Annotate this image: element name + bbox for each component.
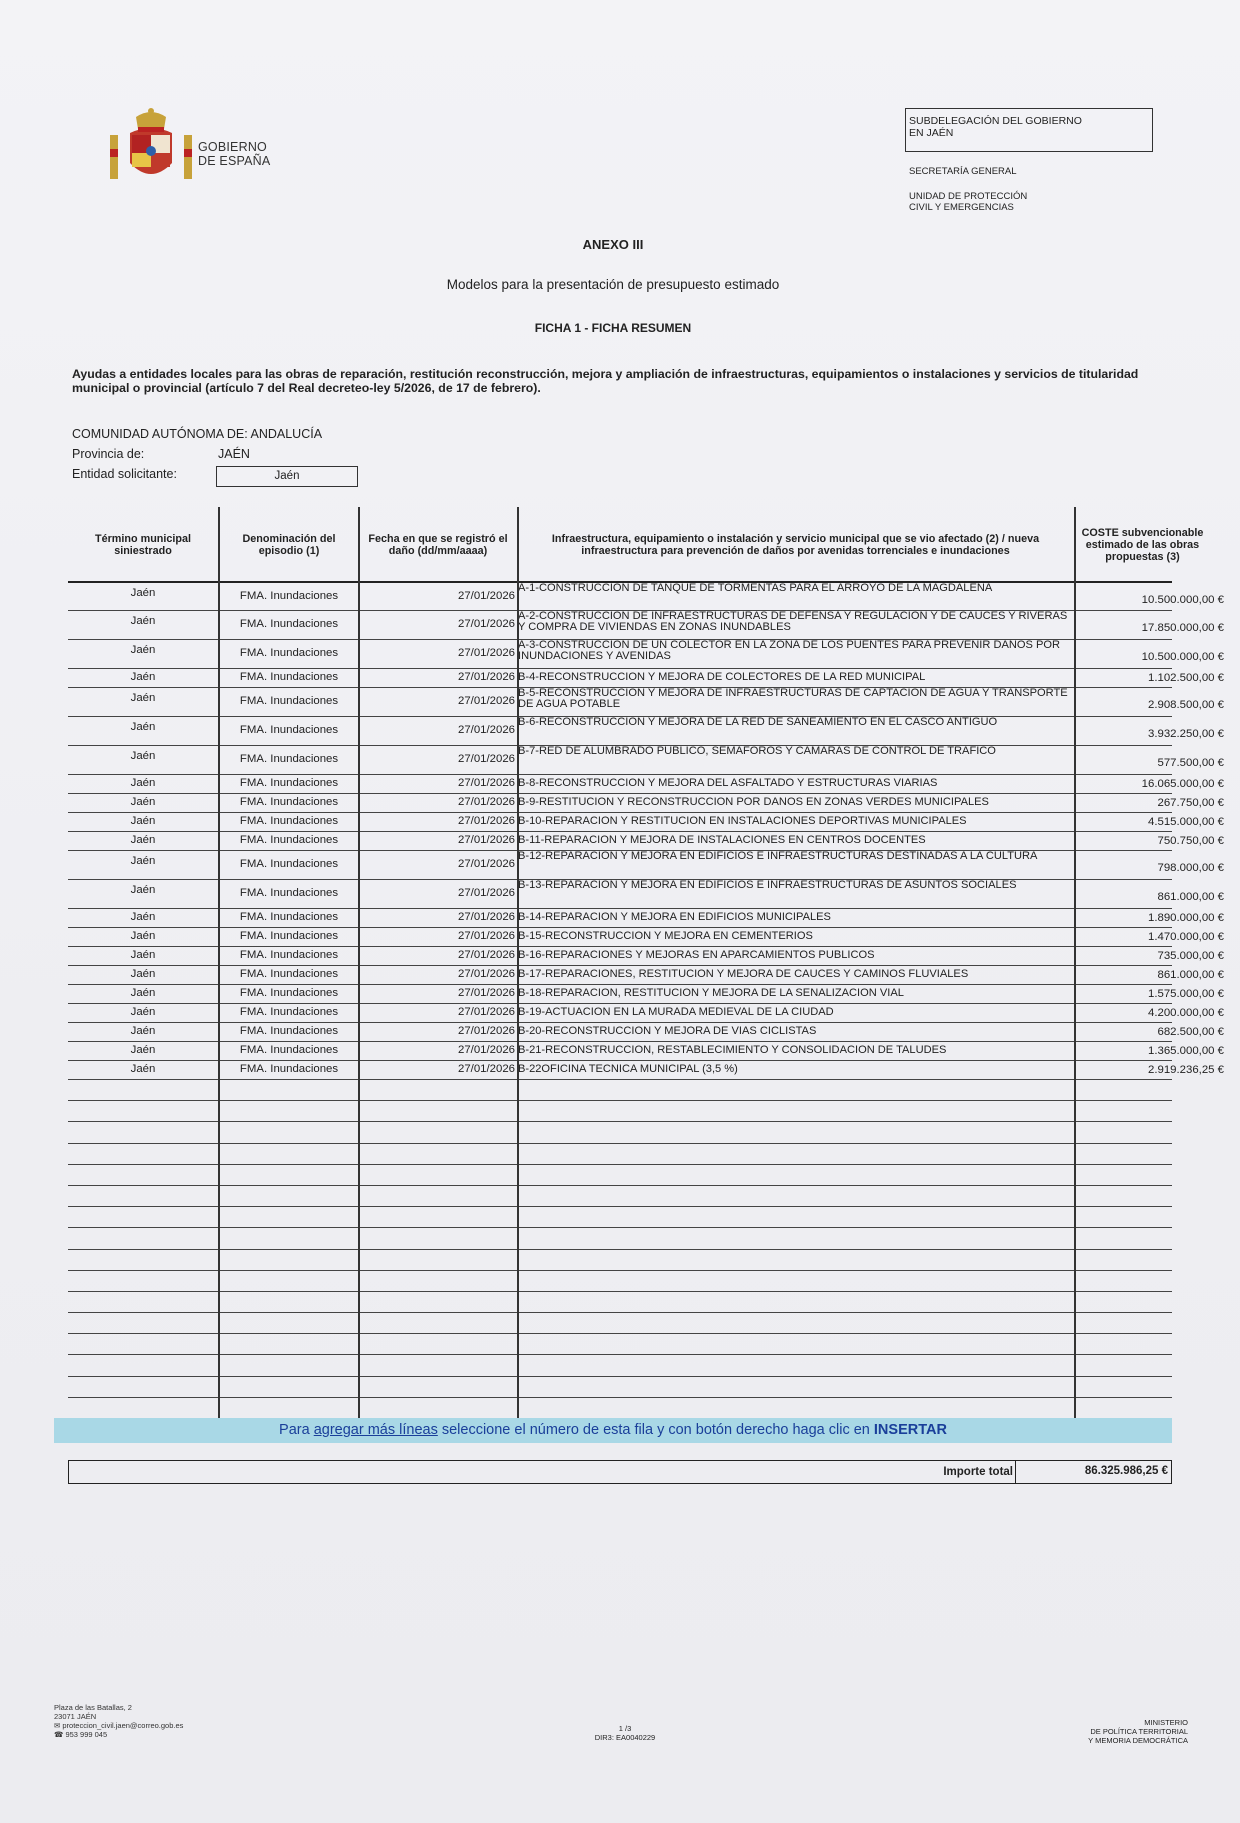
cell-coste: 1.470.000,00 € [1147,931,1224,943]
coat-of-arms-logo [108,105,194,191]
cell-denominacion: FMA. Inundaciones [239,834,339,846]
cell-infraestructura: B-12-REPARACIÓN Y MEJORA EN EDIFICIOS E INFRAESTRUCTURAS DESTINADAS A LA CULTURA [518,851,1038,862]
row-divider [68,1376,1172,1377]
row-divider [68,831,1172,832]
cell-coste: 2.919.236,25 € [1147,1064,1224,1076]
row-divider [68,1100,1172,1101]
cell-infraestructura: B-11-REPARACIÓN Y MEJORA DE INSTALACIONES EN CENTROS DOCENTES [518,835,926,846]
cell-termino: Jaén [130,834,156,846]
row-divider [68,1397,1172,1398]
cell-coste: 3.932.250,00 € [1147,728,1224,740]
header-infraestructura: Infraestructura, equipamiento o instalación y servicio municipal que se vio afectado (2) / nueva infraestructura para prevención de daños por avenidas torrenciales e inundaciones [551,532,1040,557]
gobierno-espana-label [198,140,270,168]
row-divider [68,1185,1172,1186]
cell-fecha: 27/01/2026 [457,834,515,846]
cell-infraestructura: B-5-RECONSTRUCCIÓN Y MEJORA DE INFRAESTRUCTURAS DE CAPTACIÓN DE AGUA Y TRANSPORTE DE AGUA POTABLE [518,688,1068,710]
subdelegacion-line-2: EN JAÉN [909,127,954,139]
cell-infraestructura: A-3-CONSTRUCCIÓN DE UN COLECTOR EN LA ZONA DE LOS PUENTES PARA PREVENIR DAÑOS POR INUNDACIONES Y AVENIDAS [518,640,1061,662]
cell-denominacion: FMA. Inundaciones [239,590,339,602]
cell-termino: Jaén [130,692,156,704]
cell-infraestructura: B-4-RECONSTRUCCIÓN Y MEJORA DE COLECTORES DE LA RED MUNICIPAL [518,672,926,683]
cell-denominacion: FMA. Inundaciones [239,949,339,961]
cell-coste: 10.500.000,00 € [1141,594,1224,606]
cell-termino: Jaén [130,671,156,683]
cell-denominacion: FMA. Inundaciones [239,647,339,659]
row-divider [68,908,1172,909]
header-fecha: Fecha en que se registró el daño (dd/mm/aaaa) [368,532,508,557]
cell-fecha: 27/01/2026 [457,796,515,808]
add-lines-text-1: Para [279,1422,314,1438]
dir3-code: DIR3: EA0040229 [594,1733,656,1742]
cell-termino: Jaén [130,587,156,599]
cell-fecha: 27/01/2026 [457,618,515,630]
cell-infraestructura: B-16-REPARACIONES Y MEJORAS EN APARCAMIENTOS PÚBLICOS [518,950,875,961]
cell-fecha: 27/01/2026 [457,695,515,707]
cell-termino: Jaén [130,750,156,762]
cell-coste: 861.000,00 € [1157,891,1224,903]
cell-denominacion: FMA. Inundaciones [239,695,339,707]
row-divider [68,1003,1172,1004]
cell-termino: Jaén [130,644,156,656]
cell-termino: Jaén [130,1006,156,1018]
cell-fecha: 27/01/2026 [457,777,515,789]
cell-coste: 1.102.500,00 € [1147,672,1224,684]
provincia-value: JAÉN [218,447,250,461]
cell-termino: Jaén [130,796,156,808]
email-icon: ✉ [54,1721,63,1730]
row-divider [68,1060,1172,1061]
row-divider [68,793,1172,794]
cell-infraestructura: B-21-RECONSTRUCCIÓN, RESTABLECIMIENTO Y CONSOLIDACIÓN DE TALUDES [518,1045,947,1056]
cell-termino: Jaén [130,615,156,627]
cell-fecha: 27/01/2026 [457,590,515,602]
column-divider [218,507,220,1418]
address-phone [54,1730,183,1739]
cell-coste: 2.908.500,00 € [1147,699,1224,711]
cell-denominacion: FMA. Inundaciones [239,815,339,827]
column-divider [358,507,360,1418]
cell-infraestructura: B-22OFICINA TÉCNICA MUNICIPAL (3,5 %) [518,1064,738,1075]
cell-fecha: 27/01/2026 [457,647,515,659]
cell-denominacion: FMA. Inundaciones [239,858,339,870]
ministerio-line-2: DE POLÍTICA TERRITORIAL [1090,1727,1188,1736]
entidad-label: Entidad solicitante: [72,467,177,481]
cell-infraestructura: B-8-RECONSTRUCCIÓN Y MEJORA DEL ASFALTADO Y ESTRUCTURAS VIARIAS [518,778,938,789]
cell-coste: 1.575.000,00 € [1147,988,1224,1000]
cell-infraestructura: B-6-RECONSTRUCCIÓN Y MEJORA DE LA RED DE SANEAMIENTO EN EL CASCO ANTIGÜO [518,717,998,728]
cell-fecha: 27/01/2026 [457,815,515,827]
cell-fecha: 27/01/2026 [457,911,515,923]
cell-termino: Jaén [130,930,156,942]
cell-fecha: 27/01/2026 [457,1006,515,1018]
cell-denominacion: FMA. Inundaciones [239,968,339,980]
row-divider [68,1227,1172,1228]
row-divider [68,1354,1172,1355]
cell-fecha: 27/01/2026 [457,1025,515,1037]
cell-infraestructura: B-19-ACTUACIÓN EN LA MURADA MEDIEVAL DE LA CIUDAD [518,1007,834,1018]
cell-coste: 1.890.000,00 € [1147,912,1224,924]
cell-denominacion: FMA. Inundaciones [239,1063,339,1075]
cell-termino: Jaén [130,987,156,999]
row-divider [68,1079,1172,1080]
cell-denominacion: FMA. Inundaciones [239,887,339,899]
cell-fecha: 27/01/2026 [457,724,515,736]
entidad-field[interactable]: Jaén [216,466,358,487]
row-divider [68,1041,1172,1042]
cell-infraestructura: B-14-REPARACIÓN Y MEJORA EN EDIFICIOS MUNICIPALES [518,912,831,923]
cell-coste: 16.065.000,00 € [1141,778,1224,790]
cell-fecha: 27/01/2026 [457,930,515,942]
cell-termino: Jaén [130,721,156,733]
footer-address [54,1703,183,1739]
cell-denominacion: FMA. Inundaciones [239,796,339,808]
cell-denominacion: FMA. Inundaciones [239,724,339,736]
cell-coste: 682.500,00 € [1157,1026,1224,1038]
logo-text-line-1: GOBIERNO [198,140,267,154]
cell-denominacion: FMA. Inundaciones [239,987,339,999]
row-divider [68,668,1172,669]
add-lines-link[interactable]: agregar más líneas [313,1422,438,1438]
cell-denominacion: FMA. Inundaciones [239,777,339,789]
unidad-line-2: CIVIL Y EMERGENCIAS [909,202,1014,213]
cell-infraestructura: B-17-REPARACIONES, RESTITUCIÓN Y MEJORA DE CAUCES Y CAMINOS FLUVIALES [518,969,969,980]
cell-coste: 861.000,00 € [1157,969,1224,981]
cell-termino: Jaén [130,1044,156,1056]
cell-termino: Jaén [130,1025,156,1037]
cell-denominacion: FMA. Inundaciones [239,930,339,942]
cell-fecha: 27/01/2026 [457,858,515,870]
column-divider [517,507,519,1418]
cell-fecha: 27/01/2026 [457,753,515,765]
cell-termino: Jaén [130,815,156,827]
cell-coste: 17.850.000,00 € [1141,622,1224,634]
row-divider [68,812,1172,813]
provincia-label: Provincia de: [72,447,145,461]
modelos-subtitle: Modelos para la presentación de presupuesto estimado [446,277,780,292]
anexo-title: ANEXO III [582,237,644,252]
secretaria-general: SECRETARÍA GENERAL [909,166,1017,177]
cell-infraestructura: B-7-RED DE ALUMBRADO PÚBLICO, SEMÁFOROS Y CÁMARAS DE CONTROL DE TRÁFICO [518,746,996,757]
footer-page [580,1724,670,1742]
comunidad-autonoma: COMUNIDAD AUTÓNOMA DE: ANDALUCÍA [72,427,323,441]
row-divider [68,965,1172,966]
row-divider [68,927,1172,928]
row-divider [68,1143,1172,1144]
cell-fecha: 27/01/2026 [457,949,515,961]
cell-denominacion: FMA. Inundaciones [239,753,339,765]
cell-infraestructura: B-9-RESTITUCIÓN Y RECONSTRUCCIÓN POR DAÑOS EN ZONAS VERDES MUNICIPALES [518,797,989,808]
row-divider [68,984,1172,985]
subdelegacion-line-1: SUBDELEGACIÓN DEL GOBIERNO [909,115,1082,127]
cell-coste: 577.500,00 € [1157,757,1224,769]
header-termino: Término municipal siniestrado [95,532,191,557]
cell-termino: Jaén [130,884,156,896]
column-divider [1074,507,1076,1418]
cell-termino: Jaén [130,911,156,923]
cell-fecha: 27/01/2026 [457,987,515,999]
cell-infraestructura: B-18-REPARACIÓN, RESTITUCIÓN Y MEJORA DE LA SEÑALIZACIÓN VIAL [518,988,904,999]
ficha-title: FICHA 1 - FICHA RESUMEN [534,321,692,335]
cell-denominacion: FMA. Inundaciones [239,1044,339,1056]
phone-icon: ☎ [54,1730,66,1739]
logo-text-line-2: DE ESPAÑA [198,154,271,168]
ayudas-description: Ayudas a entidades locales para las obras de reparación, restitución reconstrucción, mejora y ampliación de infraestructuras, equipamientos o instalaciones y servicios de titularidad municipal o provincial (artículo 7 del Real decreteo-ley 5/2026, de 17 de febrero). [72,367,1139,395]
cell-coste: 10.500.000,00 € [1141,651,1224,663]
cell-infraestructura: B-10-REPARACIÓN Y RESTITUCIÓN EN INSTALACIONES DEPORTIVAS MUNICIPALES [518,816,967,827]
row-divider [68,1206,1172,1207]
row-divider [68,1164,1172,1165]
cell-termino: Jaén [130,949,156,961]
insertar-keyword: INSERTAR [873,1422,947,1438]
row-divider [68,1121,1172,1122]
page-number: 1 /3 [618,1724,632,1733]
footer-ministerio [1040,1718,1188,1745]
row-divider [68,1333,1172,1334]
header-coste: COSTE subvencionable estimado de las obras propuestas (3) [1081,526,1204,563]
add-lines-text-2: seleccione el número de esta fila y con botón derecho haga clic en [437,1422,874,1438]
add-lines-instruction [54,1418,1172,1443]
address-street: Plaza de las Batallas, 2 [54,1703,132,1712]
row-divider [68,1312,1172,1313]
cell-termino: Jaén [130,777,156,789]
cell-denominacion: FMA. Inundaciones [239,911,339,923]
cell-fecha: 27/01/2026 [457,671,515,683]
row-divider [68,946,1172,947]
unidad-proteccion-civil [909,191,1089,213]
cell-termino: Jaén [130,968,156,980]
cell-coste: 267.750,00 € [1157,797,1224,809]
cell-coste: 4.200.000,00 € [1147,1007,1224,1019]
cell-denominacion: FMA. Inundaciones [239,671,339,683]
cell-infraestructura: B-20-RECONSTRUCCIÓN Y MEJORA DE VÍAS CICLISTAS [518,1026,817,1037]
cell-coste: 750.750,00 € [1157,835,1224,847]
cell-coste: 1.365.000,00 € [1147,1045,1224,1057]
row-divider [68,774,1172,775]
cell-fecha: 27/01/2026 [457,968,515,980]
cell-infraestructura: A-2-CONSTRUCCIÓN DE INFRAESTRUCTURAS DE DEFENSA Y REGULACIÓN Y DE CAUCES Y RIVERAS Y COMPRA DE VIVIENDAS EN ZONAS INUNDABLES [518,611,1068,633]
cell-infraestructura: A-1-CONSTRUCCIÓN DE TANQUE DE TORMENTAS PARA EL ARROYO DE LA MAGDALENA [518,583,993,594]
header-denominacion: Denominación del episodio (1) [242,532,336,557]
row-divider [68,1022,1172,1023]
cell-infraestructura: B-13-REPARACIÓN Y MEJORA EN EDIFICIOS E INFRAESTRUCTURAS DE ASUNTOS SOCIALES [518,880,1017,891]
cell-denominacion: FMA. Inundaciones [239,1006,339,1018]
cell-infraestructura: B-15-RECONSTRUCCIÓN Y MEJORA EN CEMENTERIOS [518,931,813,942]
cell-coste: 4.515.000,00 € [1147,816,1224,828]
row-divider [68,1249,1172,1250]
total-label: Importe total [943,1466,1013,1478]
address-city: 23071 JAÉN [54,1712,97,1721]
cell-denominacion: FMA. Inundaciones [239,1025,339,1037]
cell-termino: Jaén [130,855,156,867]
ministerio-line-3: Y MEMORIA DEMOCRÁTICA [1088,1736,1188,1745]
phone-text: 953 999 045 [65,1730,108,1739]
cell-fecha: 27/01/2026 [457,1044,515,1056]
row-divider [68,1270,1172,1271]
unidad-line-1: UNIDAD DE PROTECCIÓN [909,191,1028,202]
cell-fecha: 27/01/2026 [457,1063,515,1075]
cell-termino: Jaén [130,1063,156,1075]
subdelegacion-box [905,108,1153,152]
ministerio-line-1: MINISTERIO [1144,1718,1188,1727]
cell-denominacion: FMA. Inundaciones [239,618,339,630]
cell-fecha: 27/01/2026 [457,887,515,899]
cell-coste: 798.000,00 € [1157,862,1224,874]
address-email [54,1721,183,1730]
email-text: proteccion_civil.jaen@correo.gob.es [62,1721,184,1730]
total-value: 86.325.986,25 € [1015,1460,1172,1484]
row-divider [68,1291,1172,1292]
cell-coste: 735.000,00 € [1157,950,1224,962]
